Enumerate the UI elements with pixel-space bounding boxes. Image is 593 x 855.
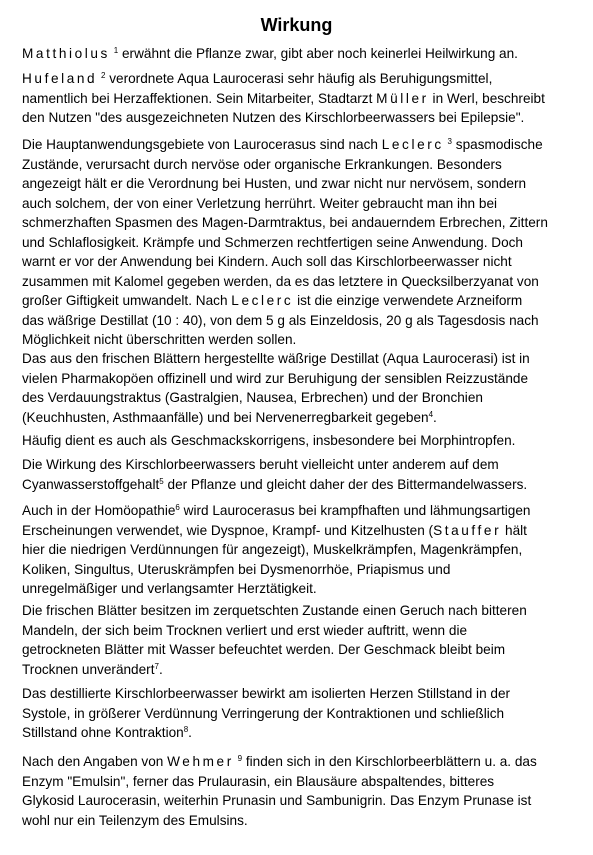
text-line — [22, 475, 572, 495]
text-segment: Koliken, Singultus, Uteruskrämpfen bei Dysmenorrhöe, Priapismus und — [22, 561, 451, 577]
text-line — [22, 252, 572, 272]
author-name: Leclerc — [231, 293, 294, 308]
text-segment: auch solchem, der von einer Verletzung herrührt. Weiter gebraucht man ihn bei — [22, 195, 498, 211]
footnote-marker: 8 — [183, 725, 189, 734]
text-segment: des Verdauungstraktus (Gastralgien, Nausea, Erbrechen) und der Bronchien — [22, 390, 483, 405]
text-segment: Trocknen unverändert — [22, 661, 155, 677]
footnote-marker: 3 — [447, 137, 452, 146]
text-segment: wird Laurocerasus bei krampfhaften und lähmungsartigen — [179, 503, 531, 518]
text-segment: schmerzhaften Spasmen des Magen-Darmtraktus, bei andauerndem Erbrechen, Zittern — [22, 215, 548, 230]
author-name: Wehmer — [167, 754, 234, 769]
text-segment: den Nutzen "des ausgezeichneten Nutzen des Kirschlorbeerwassers bei Epilepsie". — [22, 110, 525, 125]
text-segment: Mandeln, der sich beim Trocknen verliert und erst wieder auftritt, wenn die — [22, 622, 468, 638]
text-line — [22, 560, 572, 580]
paragraph — [22, 752, 572, 830]
text-line — [22, 601, 572, 621]
text-segment: hier die niedrigen Verdünnungen für angezeigt), Muskelkrämpfen, Magenkrämpfen, — [22, 542, 523, 557]
text-line — [22, 108, 572, 128]
paragraph — [22, 684, 572, 743]
text-line — [22, 660, 572, 680]
text-segment: finden sich in den Kirschlorbeerblättern u. a. das — [242, 754, 537, 769]
text-line — [22, 155, 572, 175]
text-line — [22, 44, 572, 64]
text-segment: Glykosid Laurocerasin, weiterhin Prunasin und Sambunigrin. Das Enzym Prunase ist — [22, 793, 532, 808]
text-segment: der Pflanze und gleicht daher der des Bittermandelwassers. — [163, 476, 528, 492]
paragraph — [22, 431, 572, 451]
text-line — [22, 684, 572, 704]
text-line — [22, 723, 572, 743]
text-segment: Erscheinungen verwendet, wie Dyspnoe, Krampf- und Kitzelhusten ( — [22, 522, 434, 538]
text-segment: (Keuchhusten, Asthmaanfälle) und bei Nervenerregbarkeit gegeben — [22, 409, 429, 425]
text-segment: Das aus den frischen Blättern hergestellte wäßrige Destillat (Aqua Laurocerasi) ist in — [22, 351, 530, 366]
text-line — [22, 640, 572, 660]
paragraph — [22, 44, 572, 64]
text-segment: namentlich bei Herzaffektionen. Sein Mitarbeiter, Stadtarzt — [22, 90, 377, 106]
text-segment: Zustände, verursacht durch nervöse oder organische Erkrankungen. Besonders — [22, 156, 502, 172]
text-line — [22, 772, 572, 792]
text-segment: getrockneten Blätter mit Wasser befeuchtet werden. Der Geschmack bleibt beim — [22, 642, 506, 657]
text-segment: Häufig dient es auch als Geschmackskorrigens, insbesondere bei Morphintropfen. — [22, 433, 516, 448]
paragraph — [22, 135, 572, 350]
text-line — [22, 89, 572, 109]
author-name: Müller — [376, 90, 429, 106]
text-segment: Cyanwasserstoffgehalt — [22, 476, 160, 492]
text-segment: warnt er vor der Anwendung bei Kindern. Auch soll das Kirschlorbeerwasser nicht — [22, 254, 512, 269]
text-line — [22, 174, 572, 194]
footnote-marker: 9 — [237, 754, 243, 763]
text-segment: . — [433, 409, 437, 425]
text-segment: vielen Pharmakopöen offizinell und wird zur Beruhigung der sensiblen Reizzustände — [22, 370, 529, 386]
text-segment: Die Hauptanwendungsgebiete von Laurocerasus sind nach — [22, 137, 382, 152]
footnote-marker: 5 — [159, 476, 164, 486]
text-segment: wohl nur ein Teilenzym des Emulsins. — [22, 812, 248, 828]
footnote-marker: 7 — [154, 661, 159, 671]
paragraph — [22, 69, 572, 128]
paragraph — [22, 455, 572, 494]
text-line — [22, 540, 572, 560]
text-line — [22, 194, 572, 214]
author-name: Leclerc — [381, 137, 444, 152]
paragraph — [22, 501, 572, 599]
text-segment: Die frischen Blätter besitzen im zerquetschten Zustande einen Geruch nach bitteren — [22, 603, 527, 618]
text-line — [22, 811, 572, 831]
text-segment: Die Wirkung des Kirschlorbeerwassers beruht vielleicht unter anderem auf dem — [22, 457, 499, 472]
text-line — [22, 431, 572, 451]
text-segment: erwähnt die Pflanze zwar, gibt aber noch keinerlei Heilwirkung an. — [118, 46, 518, 61]
text-line — [22, 291, 572, 311]
text-segment: in Werl, beschreibt — [428, 90, 545, 106]
text-line — [22, 704, 572, 724]
text-line — [22, 501, 572, 521]
text-line — [22, 330, 572, 350]
text-line — [22, 388, 572, 408]
text-line — [22, 455, 572, 475]
text-segment: ist die einzige verwendete Arzneiform — [293, 293, 523, 308]
text-segment: hält — [501, 522, 527, 538]
text-line — [22, 311, 572, 331]
text-segment: verordnete Aqua Laurocerasi sehr häufig als Beruhigungsmittel, — [105, 71, 493, 86]
text-line — [22, 213, 572, 233]
text-segment: . — [158, 661, 163, 677]
paragraph — [22, 349, 572, 427]
text-line — [22, 369, 572, 389]
text-line — [22, 408, 572, 428]
author-name: Stauffer — [433, 522, 502, 538]
text-line — [22, 791, 572, 811]
text-segment: Das destillierte Kirschlorbeerwasser bewirkt am isolierten Herzen Stillstand in der — [22, 686, 511, 701]
text-segment: zusammen mit Kalomel gegeben werden, da es das letztere in Quecksilberzyanat von — [22, 273, 539, 289]
text-segment: Möglichkeit nicht überschritten werden sollen. — [22, 332, 297, 347]
text-segment: angezeigt hält er die Verordnung bei Husten, und zwar nicht nur nervösem, sondern — [22, 176, 527, 191]
text-segment: Enzym "Emulsin", ferner das Prulaurasin, ein Blausäure abspaltendes, bitteres — [22, 773, 495, 789]
text-line — [22, 233, 572, 253]
author-name: Hufeland — [22, 71, 98, 86]
text-line — [22, 135, 572, 155]
text-segment: . — [188, 725, 192, 740]
text-line — [22, 349, 572, 369]
footnote-marker: 1 — [113, 46, 119, 55]
text-line — [22, 521, 572, 541]
footnote-marker: 6 — [175, 503, 180, 512]
footnote-marker: 2 — [101, 71, 106, 80]
text-line — [22, 69, 572, 89]
author-name: Matthiolus — [22, 46, 110, 61]
text-segment: Stillstand ohne Kontraktion — [22, 725, 184, 740]
text-segment: großer Giftigkeit umwandelt. Nach — [22, 293, 232, 308]
text-segment: das wäßrige Destillat (10 : 40), von dem 5 g als Einzeldosis, 20 g als Tagesdosis nach — [22, 312, 539, 328]
text-segment: unregelmäßiger und verlangsamter Herztätigkeit. — [22, 581, 317, 596]
page-title: Wirkung — [260, 15, 333, 35]
text-segment: Systole, in größerer Verdünnung Verringerung der Kontraktionen und schließlich — [22, 705, 505, 721]
text-line — [22, 272, 572, 292]
text-segment: und Schlaflosigkeit. Krämpfe und Schmerzen rechtfertigen seine Anwendung. Doch — [22, 234, 523, 250]
text-line — [22, 579, 572, 599]
text-segment: Auch in der Homöopathie — [22, 503, 176, 518]
text-segment: spasmodische — [452, 137, 543, 152]
paragraph — [22, 601, 572, 679]
footnote-marker: 4 — [428, 409, 434, 419]
text-line — [22, 752, 572, 772]
text-segment: Nach den Angaben von — [22, 754, 168, 769]
text-line — [22, 621, 572, 641]
